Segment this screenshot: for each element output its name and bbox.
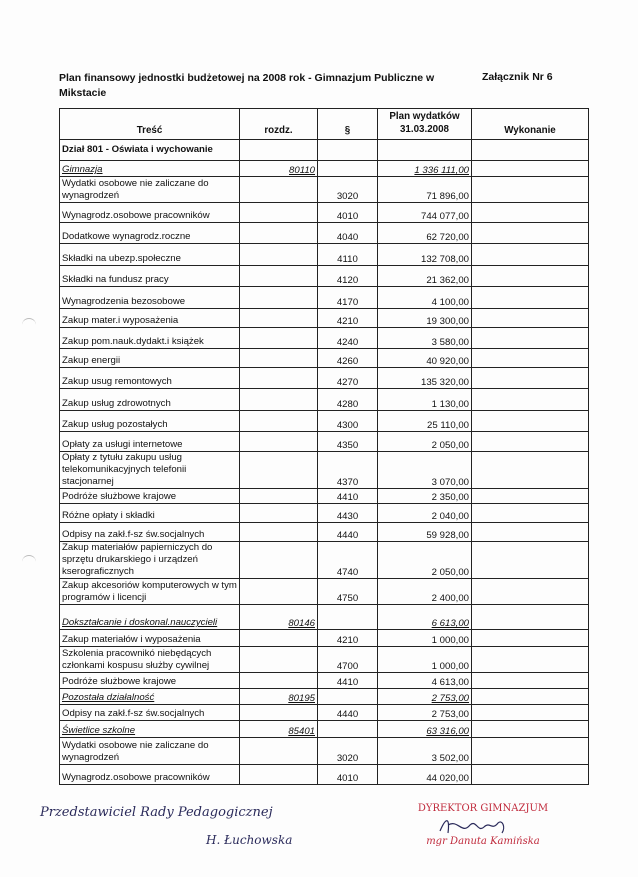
row-rozdzial <box>240 432 318 452</box>
row-paragraph: 4210 <box>318 309 378 328</box>
row-plan-amount: 63 316,00 <box>378 721 472 738</box>
row-wykonanie <box>472 432 589 452</box>
row-description: Świetlice szkolne <box>60 721 240 738</box>
row-rozdzial <box>240 244 318 266</box>
row-paragraph: 4010 <box>318 203 378 223</box>
row-plan-amount: 2 753,00 <box>378 689 472 705</box>
table-row <box>60 244 589 266</box>
row-wykonanie <box>472 689 589 705</box>
row-description: Odpisy na zakł.f-sz św.socjalnych <box>60 523 240 542</box>
row-rozdzial <box>240 389 318 411</box>
row-paragraph: 4750 <box>318 579 378 605</box>
row-paragraph: 4040 <box>318 223 378 244</box>
row-plan-amount: 744 077,00 <box>378 203 472 223</box>
table-row <box>60 287 589 309</box>
row-plan-amount: 2 350,00 <box>378 489 472 504</box>
table-row <box>60 266 589 287</box>
row-wykonanie <box>472 266 589 287</box>
row-wykonanie <box>472 389 589 411</box>
table-row <box>60 542 589 579</box>
table-row <box>60 765 589 785</box>
table-row <box>60 309 589 328</box>
row-rozdzial <box>240 705 318 721</box>
annex-label: Załącznik Nr 6 <box>482 71 553 83</box>
row-description: Szkolenia pracownikó niebędących członkami kospusu służby cywilnej <box>60 647 240 673</box>
row-plan-amount: 71 896,00 <box>378 177 472 203</box>
row-rozdzial <box>240 673 318 689</box>
row-plan-amount: 2 050,00 <box>378 432 472 452</box>
row-paragraph: 3020 <box>318 738 378 765</box>
table-row <box>60 647 589 673</box>
row-wykonanie <box>472 244 589 266</box>
row-paragraph: 4300 <box>318 411 378 432</box>
row-plan-amount: 25 110,00 <box>378 411 472 432</box>
row-rozdzial <box>240 368 318 389</box>
row-plan-amount: 59 928,00 <box>378 523 472 542</box>
row-plan-amount: 1 000,00 <box>378 630 472 647</box>
row-description: Gimnazja <box>60 161 240 177</box>
row-description: Wynagrodz.osobowe pracowników <box>60 765 240 785</box>
row-rozdzial <box>240 223 318 244</box>
row-plan-amount: 132 708,00 <box>378 244 472 266</box>
table-row <box>60 489 589 504</box>
row-rozdzial <box>240 411 318 432</box>
col-header-plan-line2: 31.03.2008 <box>399 124 450 135</box>
row-plan-amount: 1 130,00 <box>378 389 472 411</box>
row-wykonanie <box>472 309 589 328</box>
table-row <box>60 328 589 349</box>
row-description: Dodatkowe wynagrodz.roczne <box>60 223 240 244</box>
row-wykonanie <box>472 523 589 542</box>
table-row <box>60 523 589 542</box>
row-wykonanie <box>472 177 589 203</box>
row-rozdzial <box>240 630 318 647</box>
row-rozdzial <box>240 542 318 579</box>
row-wykonanie <box>472 349 589 368</box>
row-description: Opłaty z tytułu zakupu usług telekomunikacyjnych telefonii stacjonarnej <box>60 452 240 489</box>
row-wykonanie <box>472 705 589 721</box>
row-rozdzial <box>240 203 318 223</box>
row-rozdzial <box>240 287 318 309</box>
row-wykonanie <box>472 673 589 689</box>
row-paragraph: 4410 <box>318 673 378 689</box>
row-rozdzial <box>240 452 318 489</box>
table-body <box>60 140 589 785</box>
col-header-rozdz: rozdz. <box>240 109 318 140</box>
section-row <box>60 605 589 630</box>
table-row <box>60 579 589 605</box>
row-wykonanie <box>472 368 589 389</box>
row-paragraph <box>318 161 378 177</box>
row-rozdzial <box>240 579 318 605</box>
row-paragraph: 4170 <box>318 287 378 309</box>
row-paragraph <box>318 721 378 738</box>
row-plan-amount: 2 040,00 <box>378 504 472 523</box>
row-rozdzial <box>240 504 318 523</box>
row-wykonanie <box>472 287 589 309</box>
row-wykonanie <box>472 647 589 673</box>
row-paragraph: 4740 <box>318 542 378 579</box>
dzial-row <box>60 140 589 161</box>
row-rozdzial <box>240 328 318 349</box>
table-row <box>60 673 589 689</box>
row-paragraph: 4110 <box>318 244 378 266</box>
row-rozdzial <box>240 765 318 785</box>
row-plan-amount: 2 753,00 <box>378 705 472 721</box>
row-rozdzial: 80110 <box>240 161 318 177</box>
row-paragraph: 4410 <box>318 489 378 504</box>
row-rozdzial <box>240 177 318 203</box>
row-rozdzial: 80146 <box>240 605 318 630</box>
col-header-paragraph: § <box>318 109 378 140</box>
row-plan-amount: 21 362,00 <box>378 266 472 287</box>
row-description: Wynagrodz.osobowe pracowników <box>60 203 240 223</box>
section-row <box>60 161 589 177</box>
header-row <box>60 109 589 140</box>
row-plan-amount: 2 050,00 <box>378 542 472 579</box>
row-wykonanie <box>472 411 589 432</box>
row-wykonanie <box>472 489 589 504</box>
row-description: Pozostała działalność <box>60 689 240 705</box>
row-wykonanie <box>472 223 589 244</box>
col-header-plan <box>378 109 472 140</box>
table-row <box>60 349 589 368</box>
row-wykonanie <box>472 504 589 523</box>
table-row <box>60 223 589 244</box>
handwritten-signature <box>36 796 366 856</box>
row-description: Zakup materiałów papierniczych do sprzętu drukarskiego i urządzeń kserograficznych <box>60 542 240 579</box>
row-description: Opłaty za usługi internetowe <box>60 432 240 452</box>
row-description: Zakup usług pozostałych <box>60 411 240 432</box>
row-description: Zakup usług zdrowotnych <box>60 389 240 411</box>
row-description: Zakup akcesoriów komputerowych w tym programów i licencji <box>60 579 240 605</box>
row-description: Podróże służbowe krajowe <box>60 489 240 504</box>
punch-hole-icon <box>22 318 36 329</box>
row-paragraph: 4440 <box>318 705 378 721</box>
row-plan-amount: 44 020,00 <box>378 765 472 785</box>
row-paragraph: 4210 <box>318 630 378 647</box>
row-plan-amount: 3 580,00 <box>378 328 472 349</box>
table-row <box>60 630 589 647</box>
row-wykonanie <box>472 328 589 349</box>
row-plan-amount: 3 502,00 <box>378 738 472 765</box>
signature-line1: Przedstawiciel Rady Pedagogicznej <box>40 805 273 820</box>
row-description: Składki na ubezp.społeczne <box>60 244 240 266</box>
row-rozdzial <box>240 738 318 765</box>
row-paragraph: 4010 <box>318 765 378 785</box>
dzial-label: Dział 801 - Oświata i wychowanie <box>60 140 240 161</box>
row-plan-amount: 135 320,00 <box>378 368 472 389</box>
row-plan-amount: 1 336 111,00 <box>378 161 472 177</box>
stamp-title: DYREKTOR GIMNAZJUM <box>417 803 549 814</box>
row-paragraph <box>318 689 378 705</box>
row-wykonanie <box>472 579 589 605</box>
budget-table <box>59 108 589 785</box>
col-header-wykonanie: Wykonanie <box>472 109 589 140</box>
table-row <box>60 177 589 203</box>
table-row <box>60 452 589 489</box>
row-plan-amount: 2 400,00 <box>378 579 472 605</box>
row-description: Zakup mater.i wyposażenia <box>60 309 240 328</box>
row-rozdzial: 85401 <box>240 721 318 738</box>
table-row <box>60 738 589 765</box>
director-signature-icon <box>432 813 522 839</box>
section-row <box>60 721 589 738</box>
row-wykonanie <box>472 203 589 223</box>
row-description: Zakup materiałów i wyposażenia <box>60 630 240 647</box>
table-row <box>60 504 589 523</box>
row-description: Wydatki osobowe nie zaliczane do wynagrodzeń <box>60 738 240 765</box>
row-paragraph: 4700 <box>318 647 378 673</box>
row-paragraph: 4370 <box>318 452 378 489</box>
row-plan-amount: 6 613,00 <box>378 605 472 630</box>
row-paragraph: 4120 <box>318 266 378 287</box>
row-wykonanie <box>472 161 589 177</box>
punch-hole-icon <box>22 555 36 566</box>
row-plan-amount: 4 100,00 <box>378 287 472 309</box>
document-title: Plan finansowy jednostki budżetowej na 2008 rok - Gimnazjum Publiczne w Mikstacie <box>59 72 435 99</box>
row-wykonanie <box>472 721 589 738</box>
table-row <box>60 203 589 223</box>
stamp-name: mgr Danuta Kamińska <box>426 836 540 847</box>
row-plan-amount: 3 070,00 <box>378 452 472 489</box>
row-rozdzial <box>240 647 318 673</box>
row-wykonanie <box>472 542 589 579</box>
table-row <box>60 389 589 411</box>
section-row <box>60 689 589 705</box>
row-paragraph: 4270 <box>318 368 378 389</box>
row-description: Wynagrodzenia bezosobowe <box>60 287 240 309</box>
row-paragraph <box>318 605 378 630</box>
row-plan-amount: 19 300,00 <box>378 309 472 328</box>
director-stamp <box>408 803 558 847</box>
row-paragraph: 4280 <box>318 389 378 411</box>
table-row <box>60 705 589 721</box>
row-wykonanie <box>472 452 589 489</box>
row-paragraph: 4350 <box>318 432 378 452</box>
table-row <box>60 411 589 432</box>
table-row <box>60 368 589 389</box>
row-description: Zakup pom.nauk.dydakt.i książek <box>60 328 240 349</box>
row-rozdzial <box>240 266 318 287</box>
row-description: Zakup usug remontowych <box>60 368 240 389</box>
col-header-tresc: Treść <box>60 109 240 140</box>
row-wykonanie <box>472 738 589 765</box>
row-plan-amount: 1 000,00 <box>378 647 472 673</box>
row-plan-amount: 40 920,00 <box>378 349 472 368</box>
row-plan-amount: 62 720,00 <box>378 223 472 244</box>
row-paragraph: 4430 <box>318 504 378 523</box>
row-rozdzial <box>240 489 318 504</box>
row-description: Dokształcanie i doskonal.nauczycieli <box>60 605 240 630</box>
row-description: Odpisy na zakł.f-sz św.socjalnych <box>60 705 240 721</box>
row-wykonanie <box>472 605 589 630</box>
row-wykonanie <box>472 630 589 647</box>
row-paragraph: 4260 <box>318 349 378 368</box>
row-paragraph: 4440 <box>318 523 378 542</box>
row-rozdzial <box>240 523 318 542</box>
row-rozdzial <box>240 349 318 368</box>
col-header-plan-line1: Plan wydatków <box>389 111 460 122</box>
row-description: Różne opłaty i składki <box>60 504 240 523</box>
row-description: Zakup energii <box>60 349 240 368</box>
row-plan-amount: 4 613,00 <box>378 673 472 689</box>
row-description: Podróże służbowe krajowe <box>60 673 240 689</box>
row-wykonanie <box>472 765 589 785</box>
signature-line2: H. Łuchowska <box>206 833 293 847</box>
row-description: Wydatki osobowe nie zaliczane do wynagrodzeń <box>60 177 240 203</box>
row-rozdzial <box>240 309 318 328</box>
row-description: Składki na fundusz pracy <box>60 266 240 287</box>
row-rozdzial: 80195 <box>240 689 318 705</box>
table-row <box>60 432 589 452</box>
row-paragraph: 3020 <box>318 177 378 203</box>
row-paragraph: 4240 <box>318 328 378 349</box>
